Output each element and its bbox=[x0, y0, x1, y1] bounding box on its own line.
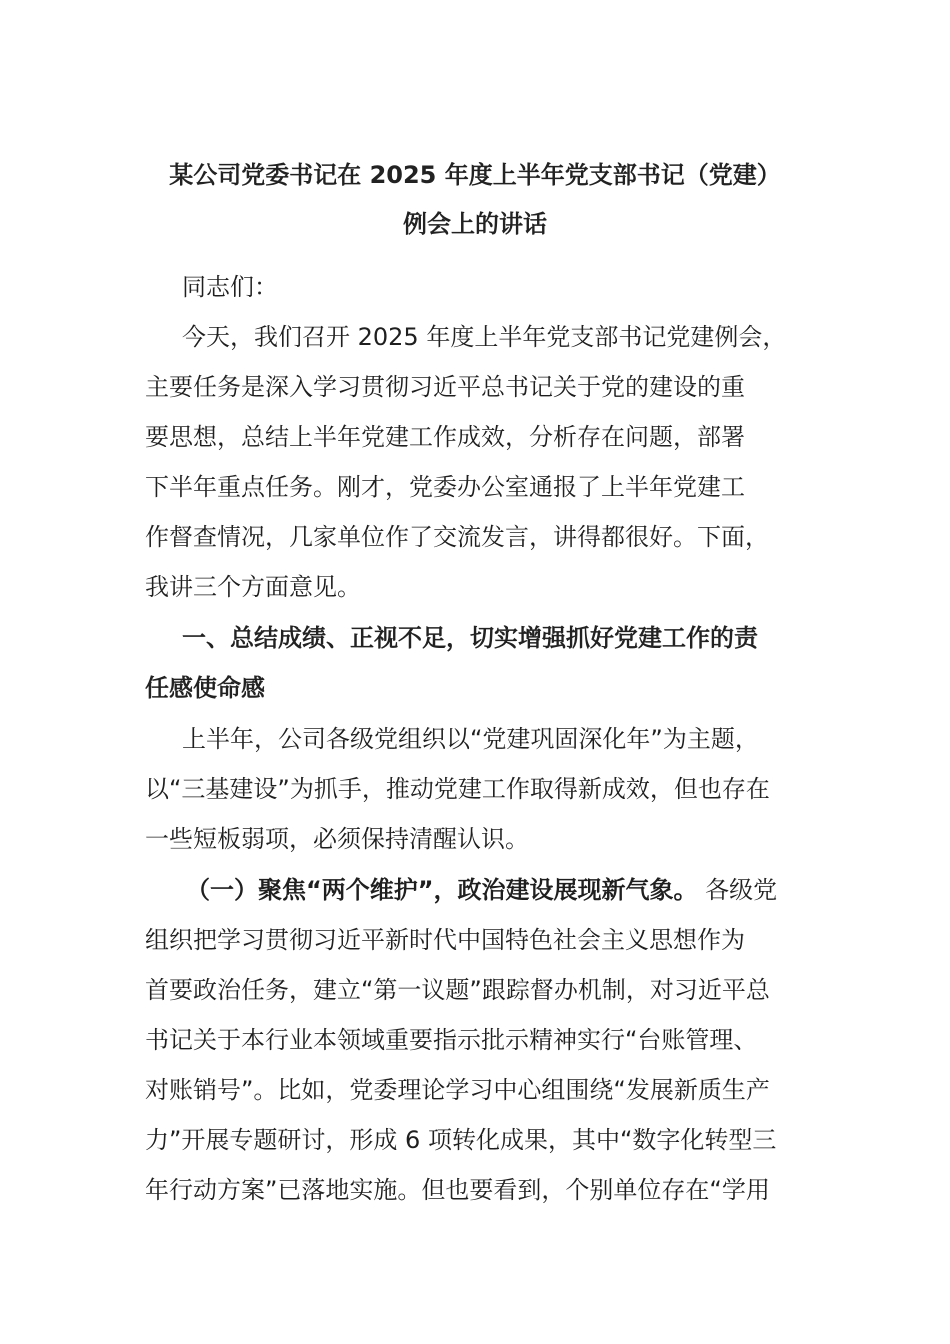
section-heading-1-cont: 任感使命感 bbox=[145, 674, 265, 702]
subsection-heading-1: （一）聚焦“两个维护”，政治建设展现新气象。 bbox=[186, 876, 698, 904]
section-1-paragraph-line: 上半年，公司各级党组织以“党建巩固深化年”为主题， bbox=[182, 725, 759, 753]
subsection-1-paragraph-line: 力”开展专题研讨，形成 6 项转化成果，其中“数字化转型三 bbox=[145, 1126, 777, 1154]
subsection-lead-text: 各级党 bbox=[697, 876, 778, 904]
intro-line: 今天，我们召开 2025 年度上半年党支部书记党建例会， bbox=[182, 323, 787, 351]
intro-line: 作督查情况，几家单位作了交流发言，讲得都很好。下面， bbox=[145, 523, 769, 551]
subsection-1-paragraph-line: 年行动方案”已落地实施。但也要看到，个别单位存在“学用 bbox=[145, 1176, 770, 1204]
intro-line: 主要任务是深入学习贯彻习近平总书记关于党的建设的重 bbox=[145, 373, 745, 401]
subsection-1-paragraph-line: 组织把学习贯彻习近平新时代中国特色社会主义思想作为 bbox=[145, 926, 745, 954]
section-heading-1: 一、总结成绩、正视不足，切实增强抓好党建工作的责 bbox=[182, 624, 758, 652]
subsection-1-paragraph-line: 首要政治任务，建立“第一议题”跟踪督办机制，对习近平总 bbox=[145, 976, 770, 1004]
section-1-paragraph-line: 一些短板弱项，必须保持清醒认识。 bbox=[145, 825, 529, 853]
document-title-line-1: 某公司党委书记在 2025 年度上半年党支部书记（党建） bbox=[169, 161, 781, 189]
intro-line: 我讲三个方面意见。 bbox=[145, 573, 361, 601]
subsection-1-paragraph-line: 书记关于本行业本领域重要指示批示精神实行“台账管理、 bbox=[145, 1026, 758, 1054]
intro-line: 下半年重点任务。刚才，党委办公室通报了上半年党建工 bbox=[145, 473, 745, 501]
document-title-line-2: 例会上的讲话 bbox=[403, 210, 547, 238]
section-1-paragraph-line: 以“三基建设”为抓手，推动党建工作取得新成效，但也存在 bbox=[145, 775, 770, 803]
subsection-line bbox=[186, 875, 777, 905]
subsection-1-paragraph-line: 对账销号”。比如，党委理论学习中心组围绕“发展新质生产 bbox=[145, 1076, 770, 1104]
intro-line: 要思想，总结上半年党建工作成效，分析存在问题，部署 bbox=[145, 423, 745, 451]
salutation: 同志们： bbox=[182, 273, 278, 301]
